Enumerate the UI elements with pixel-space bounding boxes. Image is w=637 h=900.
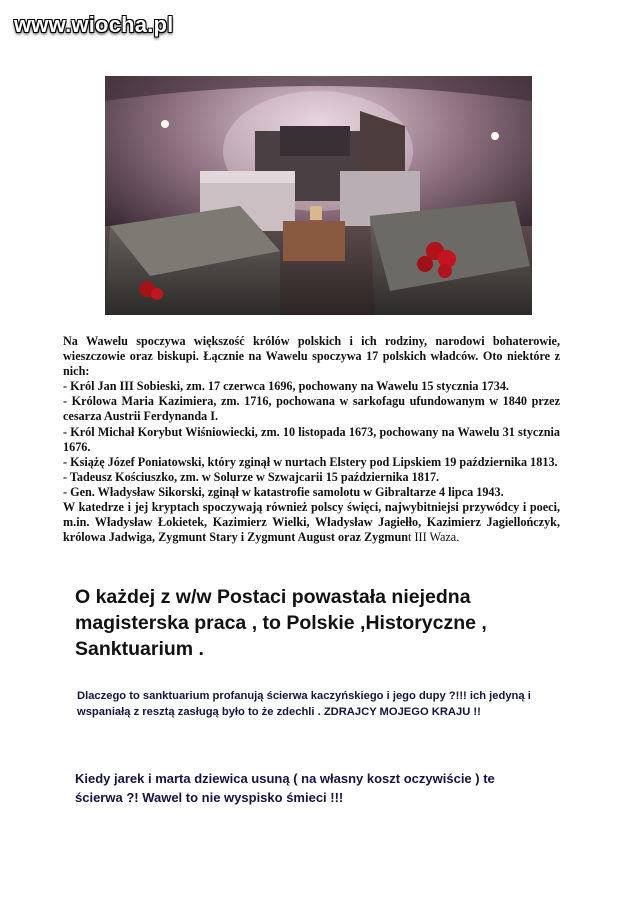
ruler-item: - Król Michał Korybut Wiśniowiecki, zm. 10 listopada 1673, pochowany na Wawelu 31 stycznia 1676. xyxy=(63,424,560,454)
ruler-item: - Król Jan III Sobieski, zm. 17 czerwca 1696, pochowany na Wawelu 15 stycznia 1734. xyxy=(63,379,509,394)
intro-paragraph: Na Wawelu spoczywa większość królów polskich i ich rodziny, narodowi bohaterowie, wieszczowie oraz biskupi. Łącznie na Wawelu spoczywa 17 polskich władców. Oto niektóre z nich: xyxy=(63,334,560,379)
closing-normal-text: t III Waza. xyxy=(408,530,460,545)
ruler-item: - Książę Józef Poniatowski, który zginął w nurtach Elstery pod Lipskiem 19 października 1813. xyxy=(63,454,558,469)
crypt-photo xyxy=(105,76,532,315)
closing-bold-text: W katedrze i jej kryptach spoczywają również polscy święci, najwybitniejsi przywódcy i poeci, m.in. Władysław Łokietek, Kazimierz Wielki, Władysław Jagiełło, Kazimierz Jagiellończyk, królowa Jadwiga, Zygmunt Stary i Zygmunt August oraz Zygmun xyxy=(63,500,560,545)
headline: O każdej z w/w Postaci powastała niejedna magisterska praca , to Polskie ,Historyczne , Sanktuarium . xyxy=(75,586,487,660)
comment-paragraph: Kiedy jarek i marta dziewica usuną ( na własny koszt oczywiście ) te ścierwa ?! Wawel to nie wyspisko śmieci !!! xyxy=(75,771,495,805)
closing-paragraph xyxy=(63,500,560,545)
ruler-item: - Gen. Władysław Sikorski, zginął w katastrofie samolotu w Gibraltarze 4 lipca 1943. xyxy=(63,484,504,499)
crypt-description xyxy=(63,334,560,545)
site-watermark: www.wiocha.pl xyxy=(14,12,174,37)
comment-paragraph: Dlaczego to sanktuarium profanują ścierwa kaczyńskiego i jego dupy ?!!! ich jedyną i wspaniałą z resztą zasługą było to że zdechli . ZDRAJCY MOJEGO KRAJU !! xyxy=(77,690,531,718)
ruler-item: - Tadeusz Kościuszko, zm. w Solurze w Szwajcarii 15 października 1817. xyxy=(63,469,440,484)
ruler-item: - Królowa Maria Kazimiera, zm. 1716, pochowana w sarkofagu ufundowanym w 1840 przez cesarza Austrii Ferdynanda I. xyxy=(63,394,560,424)
